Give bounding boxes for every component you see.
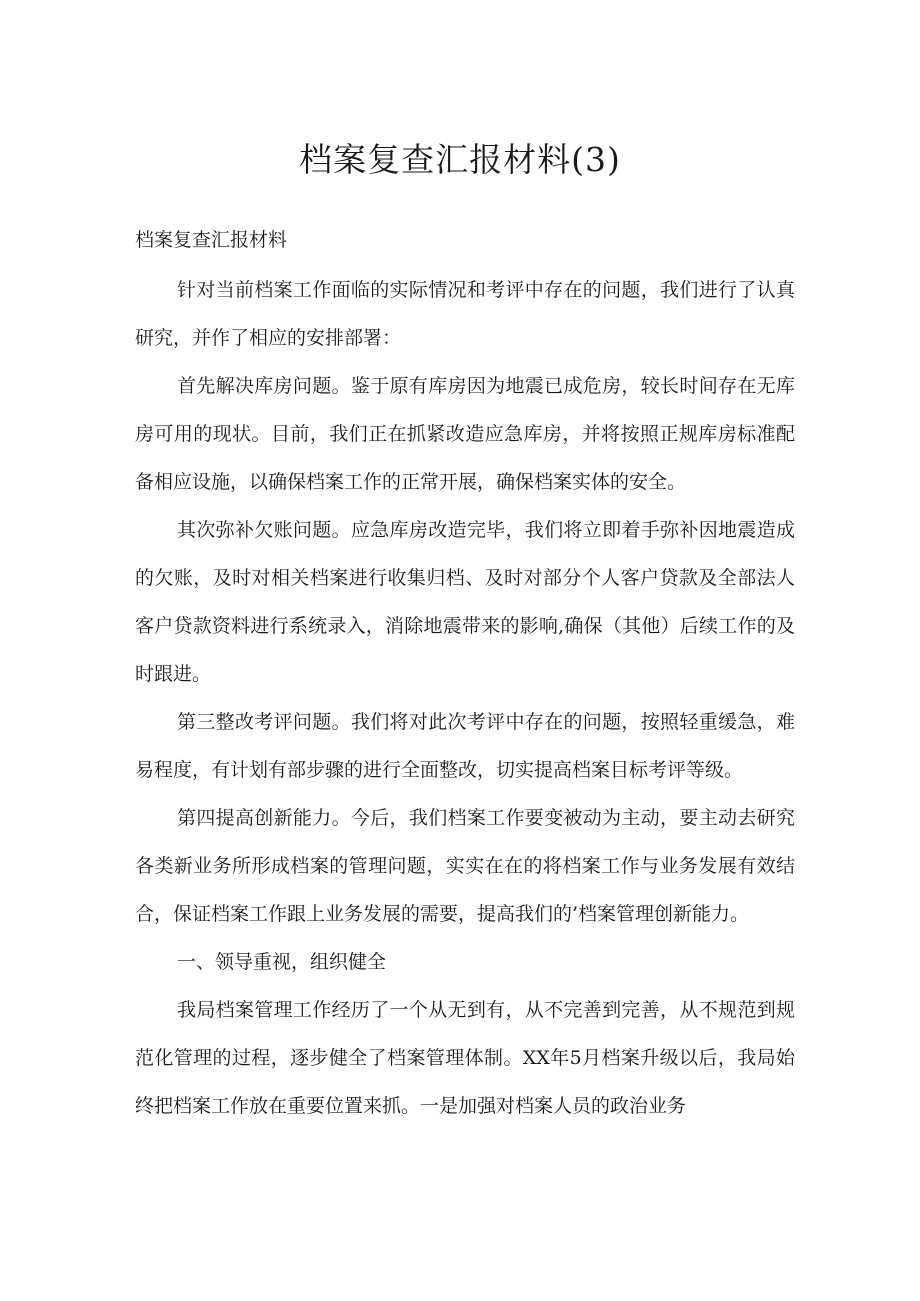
paragraph-rectification: 第三整改考评问题。我们将对此次考评中存在的问题，按照轻重缓急，难易程度，有计划有部步骤的进行全面整改，切实提高档案目标考评等级。 (135, 711, 795, 781)
document-subtitle: 档案复查汇报材料 (135, 229, 288, 251)
paragraph-storage: 首先解决库房问题。鉴于原有库房因为地震已成危房，较长时间存在无库房可用的现状。目前，我们正在抓紧改造应急库房，并将按照正规库房标准配备相应设施，以确保档案工作的正常开展，确保档案实体的安全。 (135, 375, 795, 493)
paragraph-intro: 针对当前档案工作面临的实际情况和考评中存在的问题，我们进行了认真研究，并作了相应的安排部署： (135, 279, 795, 349)
paragraph-innovation: 第四提高创新能力。今后，我们档案工作要变被动为主动，要主动去研究各类新业务所形成档案的管理问题，实实在在的将档案工作与业务发展有效结合，保证档案工作跟上业务发展的需要，提高我们的’档案管理创新能力。 (135, 807, 795, 925)
paragraph-backlog: 其次弥补欠账问题。应急库房改造完毕，我们将立即着手弥补因地震造成的欠账，及时对相关档案进行收集归档、及时对部分个人客户贷款及全部法人客户贷款资料进行系统录入，消除地震带来的影响,确保（其他）后续工作的及时跟进。 (135, 519, 795, 685)
section-heading-leadership: 一、领导重视，组织健全 (177, 951, 387, 973)
paragraph-history: 我局档案管理工作经历了一个从无到有，从不完善到完善，从不规范到规范化管理的过程，逐步健全了档案管理体制。XX年5月档案升级以后，我局始终把档案工作放在重要位置来抓。一是加强对档案人员的政治业务 (135, 999, 795, 1117)
document-title: 档案复查汇报材料(3) (299, 140, 621, 179)
document-body (135, 266, 795, 1130)
